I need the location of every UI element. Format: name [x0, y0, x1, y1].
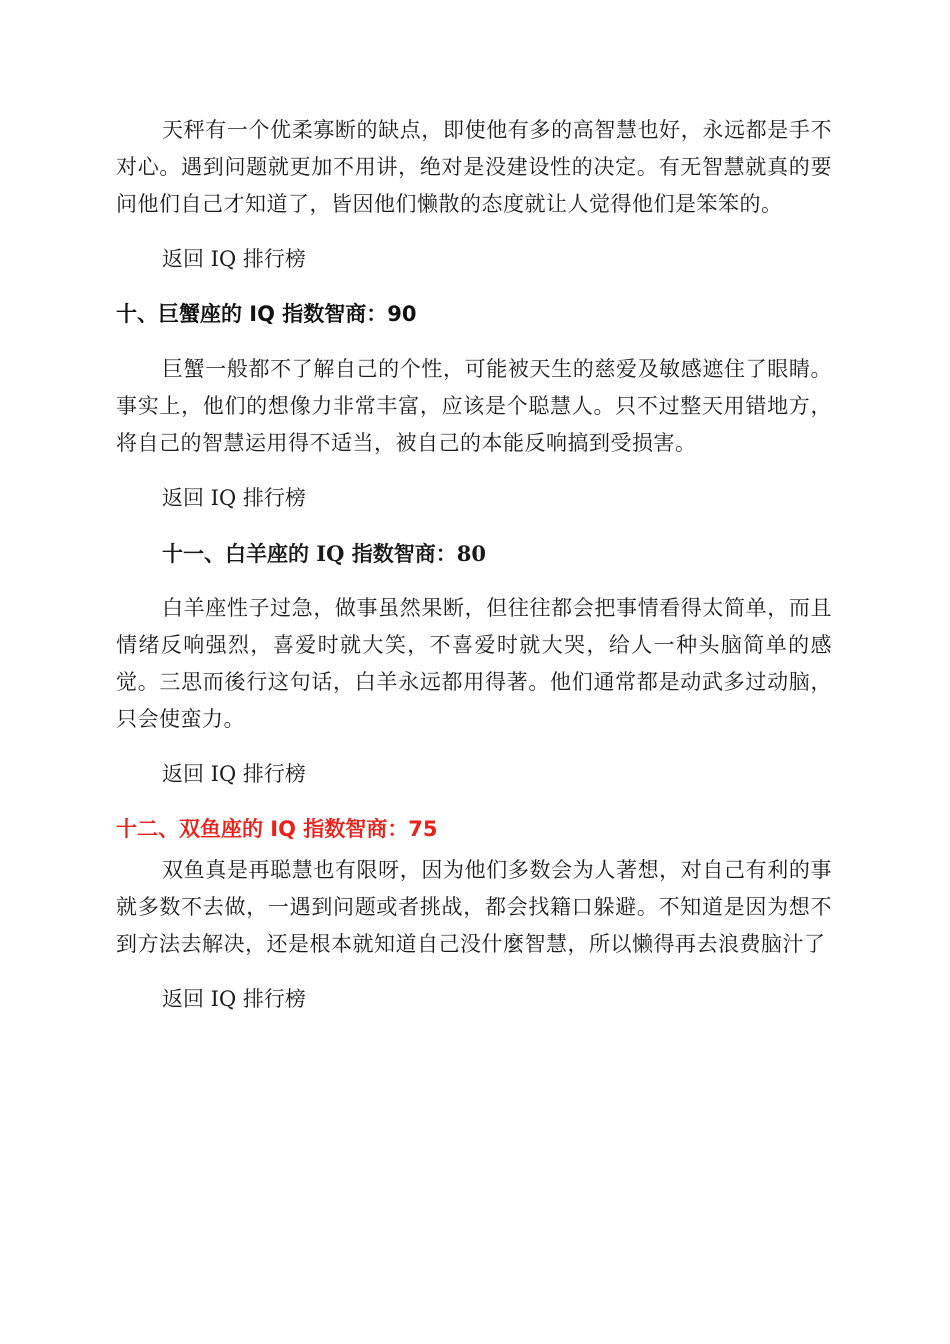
aries-heading: 十一、白羊座的 IQ 指数智商：80 — [162, 541, 486, 566]
back-to-iq-ranking-link[interactable]: 返回 IQ 排行榜 — [162, 486, 306, 510]
back-to-iq-ranking-link[interactable]: 返回 IQ 排行榜 — [162, 987, 306, 1011]
aries-paragraph: 白羊座性子过急，做事虽然果断，但往往都会把事情看得太简单，而且情绪反响强烈，喜爱时就大笑，不喜爱时就大哭，给人一种头脑简单的感觉。三思而後行这句话，白羊永远都用得著。他们通常都是动武多过动脑，只会使蛮力。 — [116, 596, 832, 731]
cancer-heading: 十、巨蟹座的 IQ 指数智商：90 — [116, 302, 417, 326]
cancer-paragraph: 巨蟹一般都不了解自己的个性，可能被天生的慈爱及敏感遮住了眼睛。事实上，他们的想像力非常丰富，应该是个聪慧人。只不过整天用错地方，将自己的智慧运用得不适当，被自己的本能反响搞到受损害。 — [116, 357, 832, 455]
libra-paragraph: 天秤有一个优柔寡断的缺点，即使他有多的高智慧也好，永远都是手不对心。遇到问题就更加不用讲，绝对是没建设性的决定。有无智慧就真的要问他们自己才知道了，皆因他们懒散的态度就让人觉得他们是笨笨的。 — [116, 118, 832, 216]
back-to-iq-ranking-link[interactable]: 返回 IQ 排行榜 — [162, 247, 306, 271]
pisces-paragraph: 双鱼真是再聪慧也有限呀，因为他们多数会为人著想，对自己有利的事就多数不去做，一遇到问题或者挑战，都会找籍口躲避。不知道是因为想不到方法去解决，还是根本就知道自己没什麼智慧，所以懒得再去浪费脑汁了 — [116, 858, 832, 956]
back-to-iq-ranking-link[interactable]: 返回 IQ 排行榜 — [162, 762, 306, 786]
document-content — [116, 112, 832, 1036]
pisces-heading: 十二、双鱼座的 IQ 指数智商：75 — [116, 817, 438, 841]
